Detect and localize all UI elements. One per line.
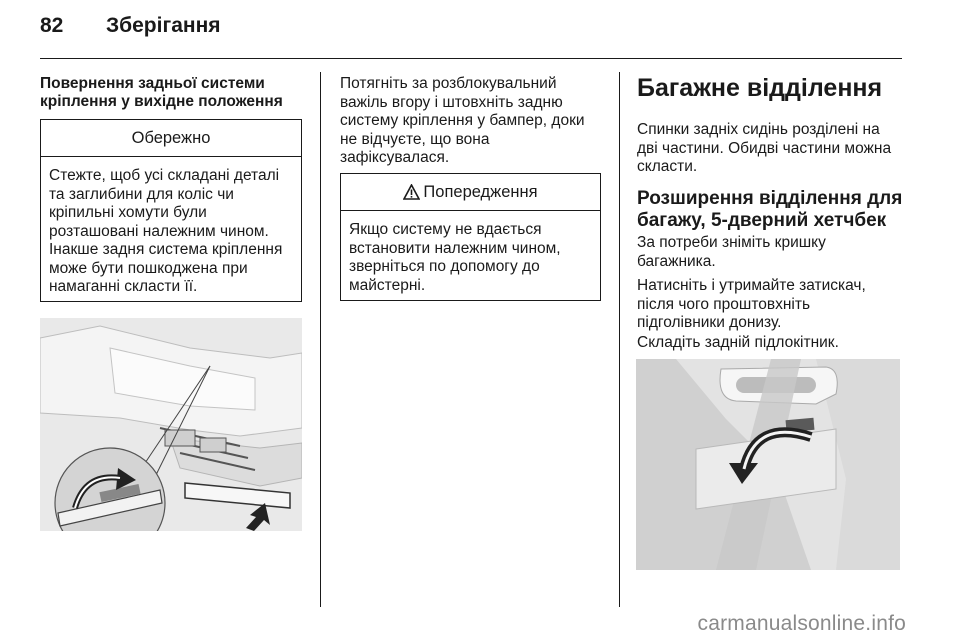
column-divider-1 [320,72,321,607]
remove-cover-instruction: За потреби зніміть кришку багажника. [637,234,826,270]
page-number: 82 [40,14,64,37]
header-rule [40,58,902,59]
headrest-illustration [636,359,900,570]
watermark: carmanualsonline.info [697,612,906,635]
warning-header [341,174,600,211]
headrest-instruction: Натисніть і утримайте затискач, після чого проштовхніть підголівники донизу. [637,277,866,331]
pull-lever-instruction: Потягніть за розблокувальний важіль вгору і штовхніть задню систему кріплення у бампер, доки не відчуєте, що вона зафіксувалася. [340,75,585,166]
caution-box [40,119,302,302]
section-subheading: Повернення задньої системи кріплення у вихідне положення [40,75,283,110]
section-heading: Багажне відділення [637,74,883,102]
warning-box [340,173,601,301]
warning-triangle-icon [403,184,420,200]
warning-title: Попередження [423,183,538,201]
carrier-system-illustration [40,318,302,531]
intro-paragraph: Спинки задніх сидінь розділені на дві частини. Обидві частини можна скласти. [637,121,892,175]
caution-title: Обережно [41,120,301,157]
warning-text: Якщо систему не вдається встановити належним чином, зверніться по допомогу до майстерні. [349,221,561,294]
armrest-instruction: Складіть задній підлокітник. [637,334,839,351]
caution-text: Стежте, щоб усі складані деталі та заглибини для коліс чи кріпильні хомути були розташовані належним чином. Інакше задня система кріплення може бути пошкоджена при намаганні скласти її. [49,167,283,295]
column-divider-2 [619,72,620,607]
chapter-title: Зберігання [106,14,221,37]
subsection-heading: Розширення відділення для багажу, 5-дверний хетчбек [637,188,903,231]
